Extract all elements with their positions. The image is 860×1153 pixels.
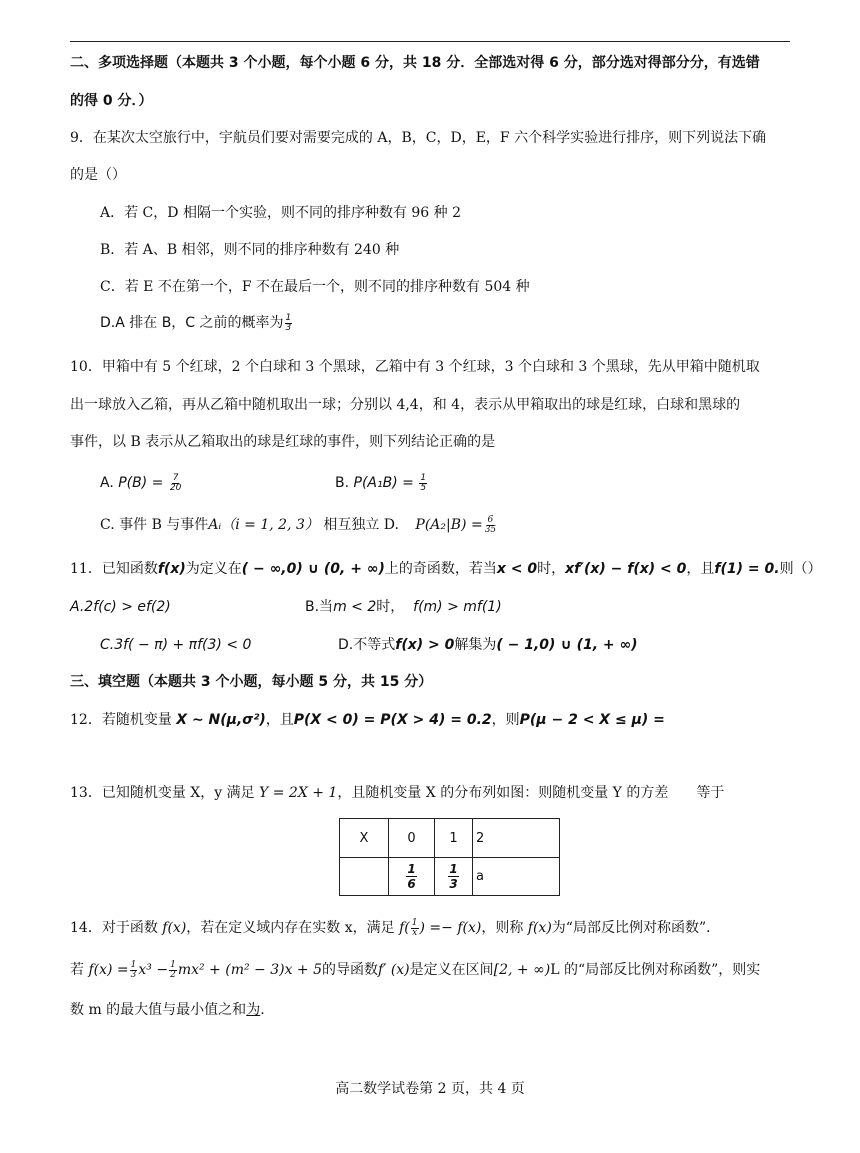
q10-a-den: 20	[169, 482, 182, 493]
table-cell-p1	[435, 858, 473, 896]
table-cell-x0: 0	[389, 819, 435, 858]
q10-d-den: 35	[484, 524, 497, 535]
section-title-multi-choice: 二、多项选择题（本题共 3 个小题，每个小题 6 分，共 18 分．全部选对得 6 分，部分选对得部分分，有选错	[70, 55, 760, 71]
p0-fraction	[406, 862, 416, 891]
q13-prefix: 13．已知随机变量 X，y 满足	[70, 785, 255, 801]
q14-l3-end: .	[260, 1002, 265, 1018]
q9-option-d-text: D.A 排在 B，C 之前的概率为	[100, 315, 284, 331]
table-cell-p2: a	[473, 858, 560, 896]
q14-l1-prefix: 14．对于函数	[70, 920, 158, 936]
q11-stem-domain: ( − ∞,0) ∪ (0, + ∞)	[241, 561, 385, 577]
q10-option-b	[335, 473, 428, 493]
q14-l1-den: x	[412, 927, 418, 938]
q11-stem-cond: x < 0	[496, 561, 538, 577]
q10-stem-line3: 事件，以 B 表示从乙箱取出的球是红球的事件，则下列结论正确的是	[70, 434, 496, 450]
q14-l2-t2: mx² + (m² − 3)x + 5	[177, 962, 323, 978]
q11-stem-prefix: 11．已知函数	[70, 561, 158, 577]
q13-stem	[70, 783, 724, 803]
q14-l2-interval: [2, + ∞)	[493, 962, 551, 978]
q14-l1-f: f(x)	[162, 920, 187, 936]
q10-stem-line1: 10．甲箱中有 5 个红球，2 个白球和 3 个黑球，乙箱中有 3 个红球，3 个白球和 3 个黑球，先从甲箱中随机取	[70, 359, 760, 375]
q10-c-text: C. 事件 B 与事件	[100, 517, 209, 533]
q12-cond: P(X < 0) = P(X > 4) = 0.2	[293, 712, 492, 728]
table-row	[340, 819, 560, 858]
table-cell-x-header: X	[340, 819, 389, 858]
q10-stem-line2: 出一球放入乙箱，再从乙箱中随机取出一球；分别以 4,4，和 4，表示从甲箱取出的球是红球，白球和黑球的	[70, 397, 741, 413]
q14-l2-n2: 1	[170, 959, 176, 970]
q14-l2-fraction2	[169, 961, 177, 980]
q11-stem-mid3: 时，	[537, 561, 566, 577]
p1-den: 3	[449, 877, 458, 891]
q13-distribution-table	[339, 818, 560, 896]
q14-l2-mid2: 是定义在区间	[409, 962, 494, 978]
q9-option-d	[100, 313, 293, 333]
top-rule	[70, 41, 790, 42]
q9-d-num: 1	[285, 312, 292, 323]
section-title-fill-blank: 三、填空题（本题共 3 个小题，每小题 5 分，共 15 分）	[70, 674, 433, 690]
q14-l2-mid: 的导函数	[322, 962, 379, 978]
q11-stem-val: f(1) = 0.	[714, 561, 780, 577]
q14-l2-prefix: 若	[70, 962, 84, 978]
q11-d-set: ( − 1,0) ∪ (1, + ∞)	[496, 637, 638, 653]
q11-option-d	[338, 635, 638, 655]
q9-option-a: A．若 C，D 相隔一个实验，则不同的排序种数有 96 种 2	[100, 205, 462, 221]
q10-a-label: A.	[100, 475, 119, 491]
q11-d-prefix: D.不等式	[338, 637, 396, 653]
q13-expr: Y = 2X + 1	[259, 785, 338, 801]
q10-option-c-d	[100, 515, 498, 535]
q14-l1-tail: 为“局部反比例对称函数”．	[551, 920, 721, 936]
p1-num: 1	[449, 862, 458, 876]
q14-l1-fraction	[411, 919, 419, 938]
q12-mid: ，且	[265, 712, 294, 728]
q11-d-mid: 解集为	[454, 637, 497, 653]
q10-b-label: B.	[335, 475, 354, 491]
q10-d-fraction	[484, 516, 497, 535]
q14-l2-fraction1	[130, 961, 138, 980]
q11-stem	[70, 559, 822, 579]
q14-line3	[70, 1000, 265, 1020]
q9-option-c: C．若 E 不在第一个，F 不在最后一个，则不同的排序种数有 504 种	[100, 279, 530, 295]
q10-b-fraction	[419, 474, 427, 493]
q10-a-fraction	[169, 474, 182, 493]
q9-stem-line2: 的是（）	[70, 167, 126, 183]
q13-tail: ，且随机变量 X 的分布列如图：则随机变量 Y 的方差 等于	[337, 785, 725, 801]
q12-prefix: 12．若随机变量	[70, 712, 172, 728]
p1-fraction	[448, 862, 458, 891]
page-footer: 高二数学试卷第 2 页，共 4 页	[335, 1081, 525, 1097]
table-cell-x2: 2	[473, 819, 560, 858]
q10-b-num: 1	[420, 472, 427, 483]
q11-b-cond: m < 2	[333, 599, 377, 615]
q10-b-den: 5	[420, 482, 427, 493]
q10-a-expr: P(B) =	[118, 475, 164, 491]
q11-stem-end: 则（）	[779, 561, 822, 577]
q14-l3-text: 数 m 的最大值与最小值之和	[70, 1002, 247, 1018]
q12-ask: P(μ − 2 < X ≤ μ) =	[519, 712, 665, 728]
q12-mid2: ，则	[491, 712, 520, 728]
q11-b-mid: 时，	[376, 599, 405, 615]
q11-b-expr: f(m) > mf(1)	[413, 599, 502, 615]
table-cell-x1: 1	[435, 819, 473, 858]
q14-l2-fp: f′ (x)	[378, 962, 410, 978]
q14-l2-tail: L 的“局部反比例对称函数”，则实	[550, 962, 761, 978]
q11-stem-mid4: ，且	[686, 561, 715, 577]
section-title-multi-choice-cont: 的得 0 分．）	[70, 93, 153, 109]
q14-l2-d2: 2	[170, 969, 176, 980]
q11-stem-mid: 为定义在	[185, 561, 242, 577]
q11-option-b	[305, 597, 502, 617]
p0-den: 6	[407, 877, 416, 891]
q14-l2-t1: x³ −	[138, 962, 169, 978]
q10-d-num: 6	[487, 514, 494, 525]
q14-l1-mid2: ，则称	[481, 920, 524, 936]
q11-stem-ineq: xf′(x) − f(x) < 0	[565, 561, 687, 577]
q10-c-expr: Aᵢ（i = 1, 2, 3）	[208, 517, 319, 533]
q11-d-expr: f(x) > 0	[395, 637, 455, 653]
p0-num: 1	[407, 862, 416, 876]
q9-d-den: 3	[285, 322, 292, 333]
q11-stem-f: f(x)	[157, 561, 186, 577]
q14-l2-d1: 3	[130, 969, 137, 980]
q10-b-expr: P(A₁B) =	[353, 475, 414, 491]
q14-l2-f: f(x) =	[88, 962, 129, 978]
q10-d-expr: P(A₂|B) =	[415, 517, 483, 533]
q12-stem	[70, 710, 665, 730]
q12-dist: X ∼ N(μ,σ²)	[176, 712, 266, 728]
q14-l3-blank: 为	[246, 1002, 261, 1018]
table-row	[340, 858, 560, 896]
table-cell-p0	[389, 858, 435, 896]
q14-l1-num: 1	[411, 917, 418, 928]
q11-option-a: A.2f(c) > ef(2)	[70, 599, 171, 615]
q9-option-d-fraction	[285, 314, 293, 333]
q10-c-tail: 相互独立 D.	[323, 517, 399, 533]
q11-b-prefix: B.当	[305, 599, 334, 615]
q14-l2-n1: 1	[130, 959, 137, 970]
q10-a-num: 7	[172, 472, 179, 483]
q9-option-b: B．若 A、B 相邻，则不同的排序种数有 240 种	[100, 242, 400, 258]
q10-option-a	[100, 473, 183, 493]
q14-line1	[70, 918, 720, 938]
q11-option-c: C.3f( − π) + πf(3) < 0	[100, 637, 252, 653]
q14-line2	[70, 960, 760, 980]
q9-stem-line1: 9．在某次太空旅行中，宇航员们要对需要完成的 A，B，C，D，E，F 六个科学实验进行排序，则下列说法下确	[70, 130, 767, 146]
q14-l1-f2: f(x)	[527, 920, 552, 936]
q11-stem-mid2: 上的奇函数，若当	[384, 561, 497, 577]
q14-l1-eq-left: f(	[399, 920, 410, 936]
q14-l1-eq-right: ) =− f(x)	[419, 920, 482, 936]
q14-l1-mid: ，若在定义域内存在实数 x，满足	[186, 920, 395, 936]
table-cell-p-header	[340, 858, 389, 896]
